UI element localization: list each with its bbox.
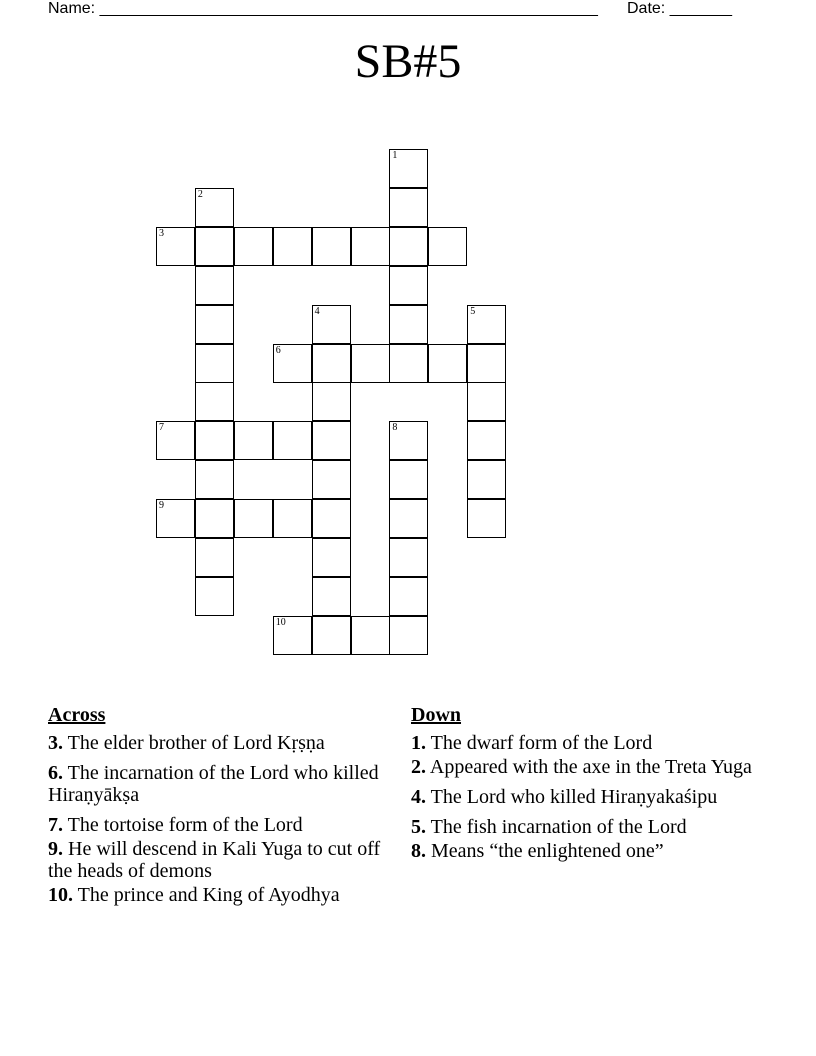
grid-cell: [273, 616, 312, 655]
date-field-label: Date: _______: [627, 0, 732, 17]
grid-cell: [312, 577, 351, 616]
grid-cell: [195, 188, 234, 227]
clue-down-1: [411, 732, 761, 754]
grid-cell: [351, 227, 390, 266]
clue-text: The incarnation of the Lord who killed Hiraṇyākṣa: [48, 762, 379, 806]
page-title: SB#5: [354, 35, 462, 88]
grid-cell: [389, 577, 428, 616]
clue-number: 5.: [411, 816, 426, 838]
grid-cell: [389, 227, 428, 266]
clue-number: 10.: [48, 884, 73, 906]
grid-cell: [467, 382, 506, 421]
clue-text: The Lord who killed Hiraṇyakaśipu: [426, 786, 718, 808]
grid-cell: [234, 499, 273, 538]
clue-number: 3.: [48, 732, 63, 754]
grid-cell: [312, 538, 351, 577]
clue-text: The dwarf form of the Lord: [426, 732, 653, 754]
name-field-label: Name: ________________________________________________________: [48, 0, 598, 17]
grid-cell: [389, 344, 428, 383]
cell-number: 1: [392, 150, 398, 161]
grid-cell: [195, 421, 234, 460]
grid-cell: [312, 227, 351, 266]
grid-cell: [467, 499, 506, 538]
clue-text: He will descend in Kali Yuga to cut off the heads of demons: [48, 838, 381, 882]
grid-cell: [273, 499, 312, 538]
cell-number: 10: [275, 616, 286, 628]
grid-cell: [389, 499, 428, 538]
grid-cell: [195, 305, 234, 344]
clue-number: 7.: [48, 814, 63, 836]
clue-number: 6.: [48, 762, 63, 784]
grid-cell: [234, 227, 273, 266]
clue-number: 4.: [411, 786, 426, 808]
grid-cell: [428, 344, 467, 383]
cell-number: 7: [159, 422, 164, 434]
cell-number: 4: [314, 305, 320, 317]
cell-number: 6: [275, 344, 281, 356]
clue-text: Appeared with the axe in the Treta Yuga: [426, 756, 752, 778]
clue-text: The elder brother of Lord Kṛṣṇa: [63, 732, 325, 754]
grid-cell: [467, 344, 506, 383]
clue-text: The prince and King of Ayodhya: [73, 884, 340, 906]
grid-cell: [312, 382, 351, 421]
grid-cell: [467, 305, 506, 344]
grid-cell: [195, 460, 234, 499]
grid-cell: [389, 266, 428, 305]
grid-cell: [195, 577, 234, 616]
across-heading: Across: [48, 704, 106, 726]
clue-across-6: [48, 762, 383, 806]
grid-cell: [195, 538, 234, 577]
clue-across-3: [48, 732, 383, 754]
grid-cell: [312, 460, 351, 499]
clue-text: The fish incarnation of the Lord: [426, 816, 687, 838]
clue-text: The tortoise form of the Lord: [63, 814, 303, 836]
clue-across-7: [48, 814, 383, 836]
grid-cell: [156, 421, 195, 460]
grid-cell: [312, 305, 351, 344]
clue-number: 9.: [48, 838, 63, 860]
cell-number: 5: [470, 305, 476, 317]
grid-cell: [312, 499, 351, 538]
cell-number: 2: [197, 188, 203, 200]
grid-cell: [195, 344, 234, 383]
grid-cell: [389, 538, 428, 577]
grid-cell: [273, 227, 312, 266]
grid-cell: [389, 305, 428, 344]
grid-cell: [195, 266, 234, 305]
down-clues: [411, 704, 761, 870]
down-heading: Down: [411, 704, 462, 726]
grid-cell: [389, 188, 428, 227]
clue-text: Means “the enlightened one”: [426, 840, 664, 862]
clue-down-5: [411, 816, 761, 838]
grid-cell: [234, 421, 273, 460]
across-clues: [48, 704, 383, 914]
grid-cell: [195, 499, 234, 538]
grid-cell: [312, 616, 351, 655]
grid-cell: [467, 421, 506, 460]
grid-cell: [351, 344, 390, 383]
cell-number: 9: [159, 500, 164, 512]
grid-cell: [195, 382, 234, 421]
grid-cell: [156, 499, 195, 538]
cell-number: 8: [392, 422, 398, 434]
clue-number: 2.: [411, 756, 426, 778]
grid-cell: [312, 344, 351, 383]
grid-cell: [389, 149, 428, 188]
grid-cell: [389, 421, 428, 460]
clue-down-4: [411, 786, 761, 808]
clue-across-10: [48, 884, 383, 906]
grid-cell: [156, 227, 195, 266]
grid-cell: [389, 460, 428, 499]
grid-cell: [467, 460, 506, 499]
clue-number: 8.: [411, 840, 426, 862]
grid-cell: [389, 616, 428, 655]
grid-cell: [273, 421, 312, 460]
grid-cell: [351, 616, 390, 655]
grid-cell: [273, 344, 312, 383]
clue-across-9: [48, 838, 383, 882]
grid-cell: [195, 227, 234, 266]
cell-number: 3: [159, 227, 164, 239]
grid-cell: [312, 421, 351, 460]
clue-down-2: [411, 756, 761, 778]
clue-down-8: [411, 840, 761, 862]
clue-number: 1.: [411, 732, 426, 754]
grid-cell: [428, 227, 467, 266]
